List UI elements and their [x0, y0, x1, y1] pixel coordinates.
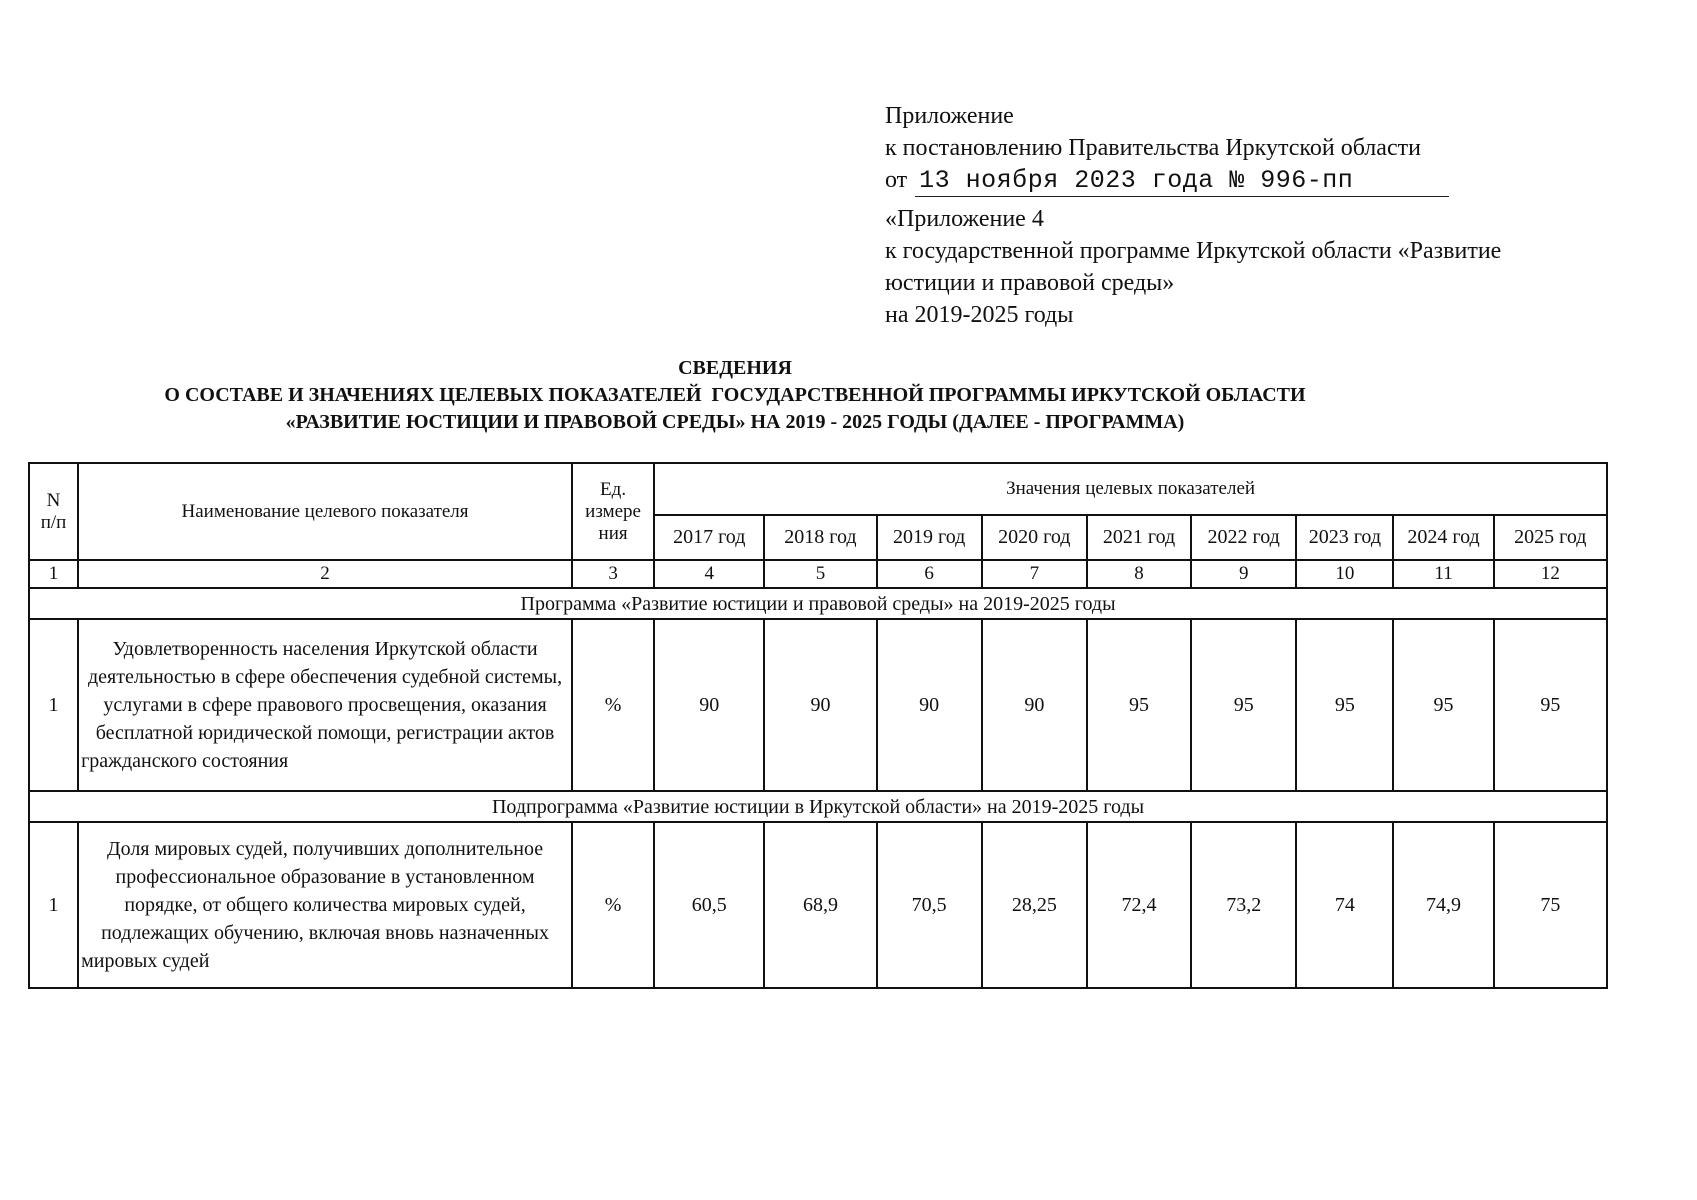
indicator-value: 68,9	[764, 822, 876, 988]
column-number: 7	[982, 560, 1087, 588]
section-row-subprogram	[29, 791, 1607, 822]
indicator-value: 60,5	[654, 822, 764, 988]
indicator-value: 90	[982, 619, 1087, 791]
indicator-value: 75	[1494, 822, 1607, 988]
header-num-line-2: п/п	[40, 511, 67, 533]
header-num-line-1: N	[46, 489, 61, 511]
column-number: 1	[29, 560, 78, 588]
indicator-unit: %	[572, 822, 654, 988]
indicator-value: 74,9	[1393, 822, 1493, 988]
indicators-table-wrapper	[28, 462, 1608, 989]
header-year: 2021 год	[1087, 515, 1191, 560]
row-number: 1	[29, 822, 78, 988]
table-row	[29, 619, 1607, 791]
header-year: 2019 год	[877, 515, 982, 560]
header-unit-line-2: измере	[585, 500, 641, 522]
header-unit-line-1: Ед.	[600, 478, 627, 500]
column-number: 11	[1393, 560, 1493, 588]
order-prefix: от	[885, 167, 908, 193]
appendix-header	[885, 100, 1585, 331]
header-year: 2020 год	[982, 515, 1087, 560]
header-values-group: Значения целевых показателей	[654, 463, 1607, 515]
header-year: 2025 год	[1494, 515, 1607, 560]
header-indicator-name: Наименование целевого показателя	[78, 463, 572, 560]
indicator-value: 95	[1393, 619, 1493, 791]
column-number: 3	[572, 560, 654, 588]
indicator-name: Доля мировых судей, получивших дополнительное профессиональное образование в установленном порядке, от общего количества мировых судей, подлежащих обучению, включая вновь назначенных мировых судей	[78, 822, 572, 988]
indicator-value: 90	[764, 619, 876, 791]
section-row-program	[29, 588, 1607, 619]
appendix-resolution-ref: к постановлению Правительства Иркутской области	[885, 135, 1421, 161]
program-appendix-label: «Приложение 4	[885, 206, 1044, 232]
program-appendix-ref-2: юстиции и правовой среды»	[885, 270, 1175, 296]
indicator-value: 70,5	[877, 822, 982, 988]
appendix-order-line	[885, 164, 1585, 197]
header-year: 2023 год	[1296, 515, 1393, 560]
indicator-name: Удовлетворенность населения Иркутской области деятельностью в сфере обеспечения судебной системы, услугами в сфере правового просвещения, оказания бесплатной юридической помощи, регистрации актов гражданского состояния	[78, 619, 572, 791]
column-number: 9	[1191, 560, 1296, 588]
indicator-value: 95	[1296, 619, 1393, 791]
program-appendix-ref-3: на 2019-2025 годы	[885, 302, 1074, 328]
indicator-unit: %	[572, 619, 654, 791]
indicator-value: 90	[877, 619, 982, 791]
indicator-value: 95	[1087, 619, 1191, 791]
order-date-number: 13 ноября 2023 года № 996-пп	[915, 168, 1449, 197]
column-number: 6	[877, 560, 982, 588]
indicator-value: 72,4	[1087, 822, 1191, 988]
indicator-value: 90	[654, 619, 764, 791]
document-title	[40, 355, 1430, 436]
column-number: 5	[764, 560, 876, 588]
table-header-row-1	[29, 463, 1607, 515]
title-line-3: «РАЗВИТИЕ ЮСТИЦИИ И ПРАВОВОЙ СРЕДЫ» НА 2019 - 2025 ГОДЫ (ДАЛЕЕ - ПРОГРАММА)	[285, 411, 1185, 433]
indicator-value: 73,2	[1191, 822, 1296, 988]
title-line-1: СВЕДЕНИЯ	[678, 357, 792, 379]
indicator-value: 28,25	[982, 822, 1087, 988]
column-number: 4	[654, 560, 764, 588]
title-line-2: О СОСТАВЕ И ЗНАЧЕНИЯХ ЦЕЛЕВЫХ ПОКАЗАТЕЛЕЙ ГОСУДАРСТВЕННОЙ ПРОГРАММЫ ИРКУТСКОЙ ОБЛАСТИ	[164, 384, 1306, 406]
indicators-table	[28, 462, 1608, 989]
program-appendix-ref-1: к государственной программе Иркутской области «Развитие	[885, 238, 1502, 264]
column-number-row	[29, 560, 1607, 588]
column-number: 2	[78, 560, 572, 588]
header-year: 2018 год	[764, 515, 876, 560]
header-unit	[572, 463, 654, 560]
indicator-value: 95	[1191, 619, 1296, 791]
row-number: 1	[29, 619, 78, 791]
table-row	[29, 822, 1607, 988]
column-number: 12	[1494, 560, 1607, 588]
appendix-label: Приложение	[885, 103, 1014, 129]
indicator-value: 95	[1494, 619, 1607, 791]
header-year: 2024 год	[1393, 515, 1493, 560]
column-number: 10	[1296, 560, 1393, 588]
header-unit-line-3: ния	[598, 522, 628, 544]
section-title: Программа «Развитие юстиции и правовой среды» на 2019-2025 годы	[29, 588, 1607, 619]
header-num	[29, 463, 78, 560]
section-title: Подпрограмма «Развитие юстиции в Иркутской области» на 2019-2025 годы	[29, 791, 1607, 822]
header-year: 2017 год	[654, 515, 764, 560]
indicator-value: 74	[1296, 822, 1393, 988]
header-year: 2022 год	[1191, 515, 1296, 560]
column-number: 8	[1087, 560, 1191, 588]
